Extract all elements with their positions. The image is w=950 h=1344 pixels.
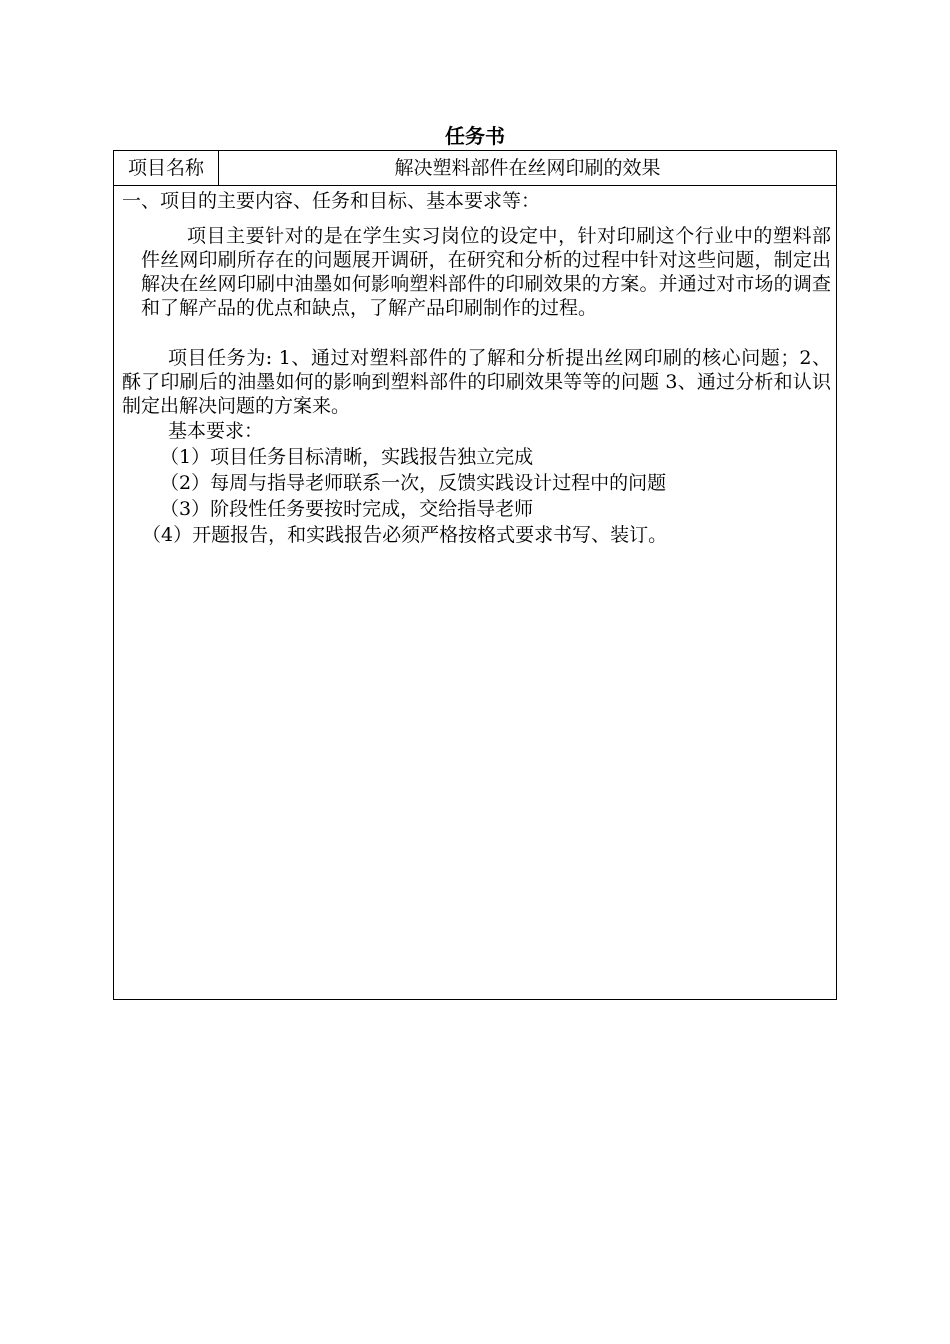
- task-paragraph: 项目任务为: 1、通过对塑料部件的了解和分析提出丝网印刷的核心问题；2、酥了印刷后的油墨如何的影响到塑料部件的印刷效果等等的问题 3、通过分析和认识制定出解决问题的方案来。: [122, 347, 831, 417]
- project-name-row: [114, 151, 836, 186]
- requirement-item: （1）项目任务目标清晰，实践报告独立完成: [160, 446, 534, 468]
- requirement-item: （4）开题报告，和实践报告必须严格按格式要求书写、装订。: [142, 524, 668, 546]
- task-table: [113, 150, 837, 1000]
- requirement-item: （3）阶段性任务要按时完成，交给指导老师: [160, 498, 534, 520]
- main-content-paragraph: 项目主要针对的是在学生实习岗位的设定中，针对印刷这个行业中的塑料部件丝网印刷所存在的问题展开调研，在研究和分析的过程中针对这些问题，制定出解决在丝网印刷中油墨如何影响塑料部件的印刷效果的方案。并通过对市场的调查和了解产品的优点和缺点，了解产品印刷制作的过程。: [141, 225, 831, 319]
- requirements-heading: 基本要求：: [168, 420, 264, 442]
- requirement-item: （2）每周与指导老师联系一次，反馈实践设计过程中的问题: [160, 472, 667, 494]
- project-name-value: 解决塑料部件在丝网印刷的效果: [394, 157, 661, 179]
- project-name-label: 项目名称: [114, 151, 219, 185]
- section-heading: 一、项目的主要内容、任务和目标、基本要求等：: [122, 190, 541, 212]
- page-title: 任务书: [445, 124, 505, 148]
